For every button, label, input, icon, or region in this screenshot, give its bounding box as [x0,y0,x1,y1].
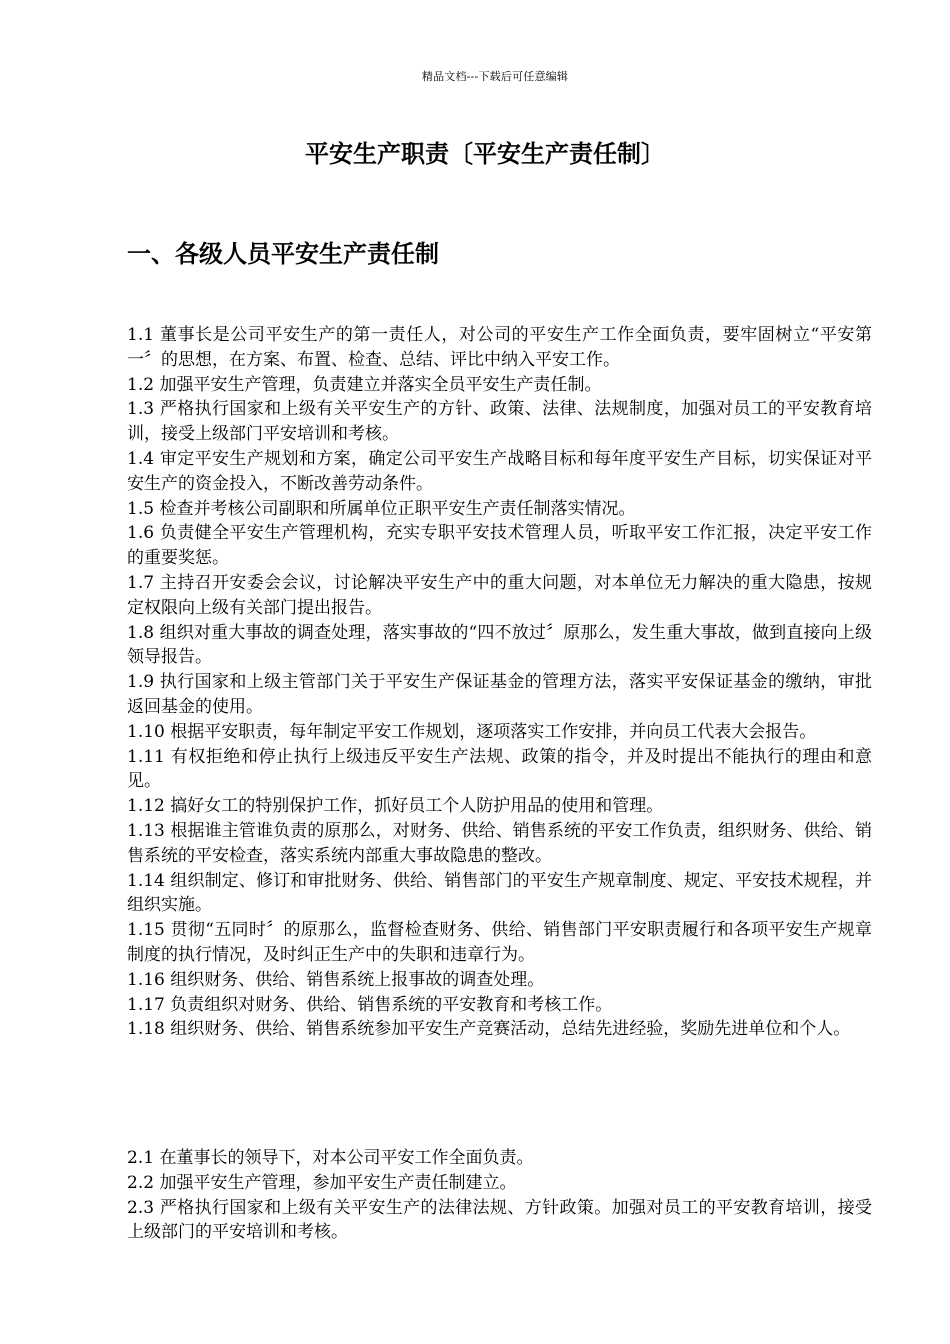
clause: 1.11 有权拒绝和停止执行上级违反平安生产法规、政策的指令，并及时提出不能执行的理由和意见。 [127,746,872,792]
clause: 1.14 组织制定、修订和审批财务、供给、销售部门的平安生产规章制度、规定、平安技术规程，并组织实施。 [127,870,872,916]
clause-list-part-1 [127,323,872,1042]
clause: 1.16 组织财务、供给、销售系统上报事故的调查处理。 [127,969,545,990]
clause: 2.3 严格执行国家和上级有关平安生产的法律法规、方针政策。加强对员工的平安教育培训，接受上级部门的平安培训和考核。 [127,1197,872,1243]
clause: 1.18 组织财务、供给、销售系统参加平安生产竞赛活动，总结先进经验，奖励先进单位和个人。 [127,1019,851,1040]
clause: 1.2 加强平安生产管理，负责建立并落实全员平安生产责任制。 [127,374,602,395]
clause: 2.1 在董事长的领导下，对本公司平安工作全面负责。 [127,1148,534,1168]
clause: 1.10 根据平安职责，每年制定平安工作规划，逐项落实工作安排，并向员工代表大会报告。 [127,721,817,742]
clause: 1.17 负责组织对财务、供给、销售系统的平安教育和考核工作。 [127,994,613,1015]
clause: 1.12 搞好女工的特别保护工作，抓好员工个人防护用品的使用和管理。 [127,796,664,817]
clause: 1.3 严格执行国家和上级有关平安生产的方针、政策、法律、法规制度，加强对员工的平安教育培训，接受上级部门平安培训和考核。 [127,399,872,445]
clause: 1.9 执行国家和上级主管部门关于平安生产保证基金的管理方法，落实平安保证基金的缴纳，审批返回基金的使用。 [127,672,872,717]
clause: 1.8 组织对重大事故的调查处理，落实事故的“四不放过〞原那么，发生重大事故，做到直接向上级领导报告。 [127,622,872,668]
clause: 1.4 审定平安生产规划和方案，确定公司平安生产战略目标和每年度平安生产目标，切实保证对平安生产的资金投入，不断改善劳动条件。 [127,448,872,494]
clause: 1.6 负责健全平安生产管理机构，充实专职平安技术管理人员，听取平安工作汇报，决定平安工作的重要奖惩。 [127,523,872,569]
clause: 1.13 根据谁主管谁负责的原那么，对财务、供给、销售系统的平安工作负责，组织财务、供给、销售系统的平安检查，落实系统内部重大事故隐患的整改。 [127,820,872,866]
clause: 1.7 主持召开安委会会议，讨论解决平安生产中的重大问题，对本单位无力解决的重大隐患，按规定权限向上级有关部门提出报告。 [127,572,872,618]
clause: 1.1 董事长是公司平安生产的第一责任人，对公司的平安生产工作全面负责，要牢固树立“平安第一〞的思想，在方案、布置、检查、总结、评比中纳入平安工作。 [127,325,872,370]
clause: 2.2 加强平安生产管理，参加平安生产责任制建立。 [127,1172,517,1193]
clause-list-part-2 [127,1146,872,1245]
clause: 1.15 贯彻“五同时〞的原那么，监督检查财务、供给、销售部门平安职责履行和各项平安生产规章制度的执行情况，及时纠正生产中的失职和违章行为。 [127,920,872,965]
section-heading: 一、各级人员平安生产责任制 [127,240,439,268]
header-note: 精品文档---下载后可任意编辑 [421,70,569,83]
document-title: 平安生产职责〔平安生产责任制〕 [305,140,665,168]
clause: 1.5 检查并考核公司副职和所属单位正职平安生产责任制落实情况。 [127,498,636,519]
